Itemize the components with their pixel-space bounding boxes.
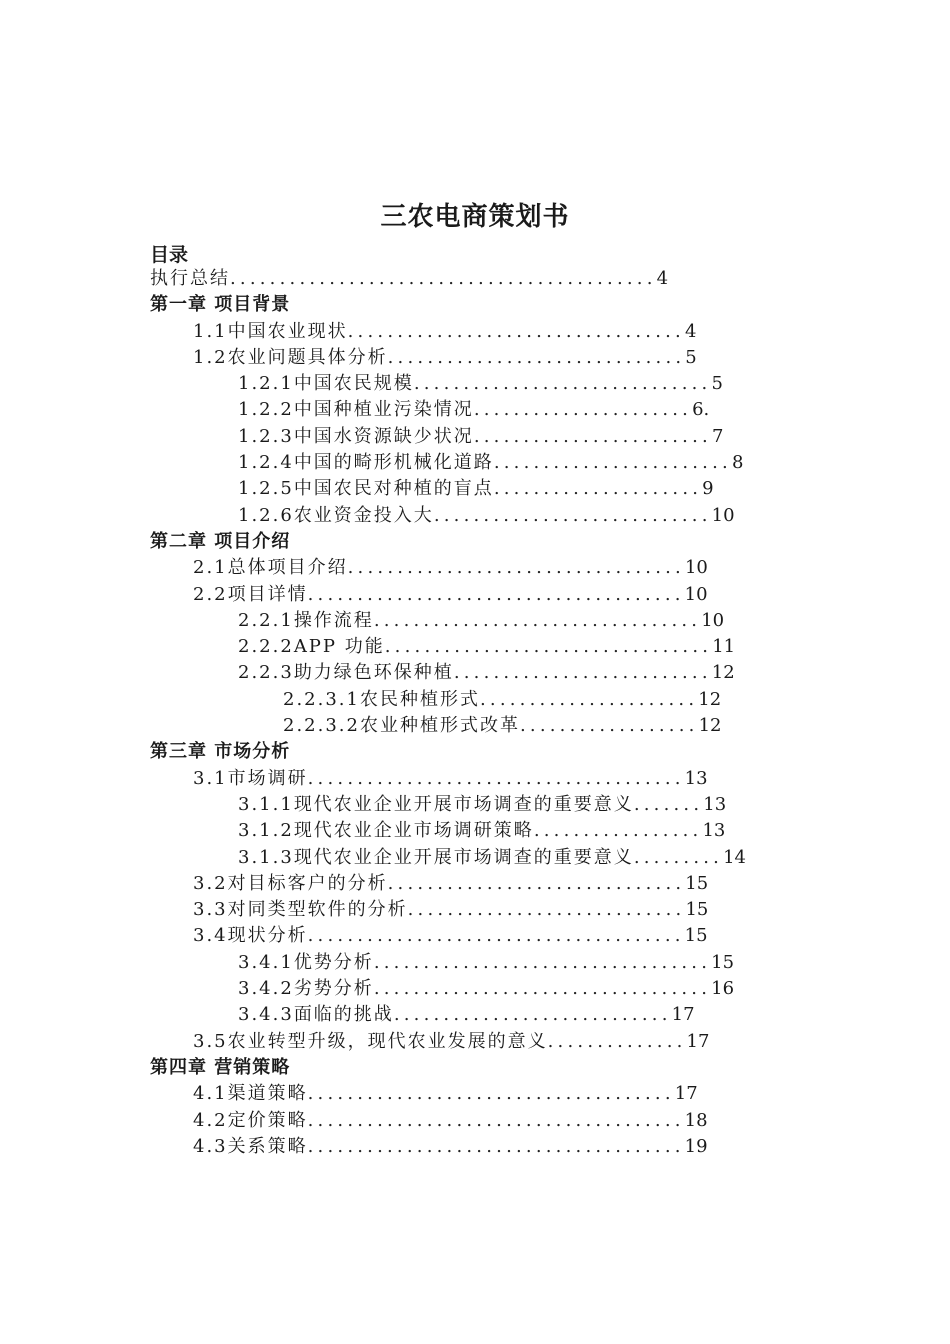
toc-entry-page: 9 [702,478,714,500]
toc-entry-page: 15 [685,899,709,921]
toc-entry-page: 11 [712,636,736,658]
toc-entry-page: 10 [684,583,708,605]
toc-entry[interactable] [0,660,950,686]
toc-entry-page: 10 [711,504,735,526]
toc-entry-label: 执行总结 [150,268,230,289]
toc-entry-number: 3.4.1 [238,951,294,973]
toc-entry[interactable] [0,634,950,660]
toc-entry-number: 3.1.2 [238,820,294,842]
toc-entry-label: 现代农业企业开展市场调查的重要意义 [293,846,634,868]
toc-entry-page: 18 [684,1109,708,1131]
toc-entry[interactable] [0,319,950,345]
toc-entry[interactable] [0,871,950,897]
toc-entry-number: 3.2 [193,872,228,894]
toc-entry-leader: ...................................... [307,1135,685,1157]
toc-entry-label: 关系策略 [227,1135,308,1157]
toc-entry[interactable] [0,555,950,581]
toc-entry-page: 4 [656,268,669,289]
toc-entry-number: 4.1 [193,1083,228,1105]
toc-entry-label: 中国农民规模 [293,373,414,395]
toc-entry-page: 13 [703,793,727,815]
toc-entry-number: 2.2 [193,583,228,605]
toc-entry-number: 2.2.3.2 [283,715,360,737]
toc-entry-number: 3.5 [193,1030,228,1052]
toc-entry-label: 农业种植形式改革 [359,715,520,737]
toc-entry[interactable] [0,345,950,371]
toc-entry[interactable] [0,845,950,871]
toc-entry-page: 16 [711,978,735,1000]
toc-entry-leader: .................................. [347,320,685,342]
toc-entry[interactable] [0,1134,950,1160]
toc-entry-label: 面临的挑战 [293,1004,394,1026]
toc-entry[interactable] [0,476,950,502]
toc-entry-leader: .................................. [347,557,685,579]
toc-entry-leader: .................. [519,715,699,737]
toc-entry-leader: ...................... [473,399,693,421]
toc-entry[interactable] [0,897,950,923]
toc-entry-leader: ............................ [393,1004,672,1026]
toc-entry[interactable] [0,976,950,1002]
toc-entry-label: 中国的畸形机械化道路 [293,452,494,474]
toc-entry-label: 渠道策略 [227,1083,308,1105]
toc-entry-page: 15 [711,951,735,973]
toc-entry-label: 项目详情 [227,583,308,605]
toc-entry-number: 1.1 [193,320,228,342]
toc-entry-number: 4.2 [193,1109,228,1131]
toc-entry-leader: ........................................... [230,268,657,289]
toc-entry-page: 17 [686,1030,710,1052]
toc-entry-page: 17 [674,1083,698,1105]
toc-entry-page: 13 [702,820,726,842]
toc-entry-label: 劣势分析 [293,978,374,1000]
toc-entry-leader: ...................................... [307,583,685,605]
toc-entry-number: 1.2 [193,346,228,368]
toc-entry-page: 17 [671,1004,695,1026]
toc-entry[interactable] [0,608,950,634]
toc-entry-label: 中国水资源缺少状况 [293,425,474,447]
toc-entry-leader: .................................. [373,978,712,1000]
toc-entry-leader: ................................. [373,609,702,631]
toc-entry-label: 现代农业企业开展市场调查的重要意义 [293,793,634,815]
toc-entry-label: 操作流程 [293,609,374,631]
toc-entry[interactable] [0,503,950,529]
toc-entry-number: 2.1 [193,557,228,579]
toc-entry-number: 1.2.5 [238,478,294,500]
toc-entry[interactable] [0,792,950,818]
toc-chapter-heading[interactable]: 第四章 营销策略 [150,1056,291,1078]
toc-entry-leader: ............................ [407,899,686,921]
toc-entry-page: 15 [684,925,708,947]
toc-entry-label: 对目标客户的分析 [227,872,388,894]
toc-entry-label: 现代农业企业市场调研策略 [293,820,534,842]
toc-entry-leader: .............................. [387,346,686,368]
toc-chapter-heading[interactable]: 第三章 市场分析 [150,741,291,763]
document-title: 三农电商策划书 [380,202,570,232]
toc-entry[interactable] [0,687,950,713]
toc-entry-label: 农民种植形式 [359,688,480,710]
toc-entry-leader: ...................................... [307,767,685,789]
toc-entry-leader: ................................. [384,636,713,658]
toc-entry-label: 农业资金投入大 [293,504,434,526]
toc-entry-page: 5 [685,346,697,368]
table-of-contents [0,266,950,1160]
toc-entry-label: 定价策略 [227,1109,308,1131]
toc-entry-leader: .................................. [373,951,712,973]
toc-entry-leader: ................. [533,820,703,842]
toc-entry-number: 2.2.3 [238,662,294,684]
toc-entry[interactable] [0,923,950,949]
toc-entry-leader: ..................................... [307,1083,675,1105]
toc-entry-number: 1.2.2 [238,399,294,421]
toc-entry-number: 3.4.2 [238,978,294,1000]
toc-entry-number: 3.1 [193,767,228,789]
toc-entry-page: 12 [711,662,735,684]
toc-entry-leader: .............. [547,1030,687,1052]
toc-entry-page: 13 [684,767,708,789]
toc-entry[interactable] [0,1029,950,1055]
toc-entry-page: 6. [692,399,710,421]
toc-entry[interactable] [0,713,950,739]
toc-entry[interactable] [0,424,950,450]
toc-entry-number: 3.1.1 [238,793,294,815]
toc-chapter-heading[interactable]: 第二章 项目介绍 [150,530,291,552]
toc-entry-number: 1.2.1 [238,373,294,395]
toc-entry[interactable] [0,371,950,397]
toc-entry-label: 总体项目介绍 [227,557,348,579]
toc-entry[interactable] [0,582,950,608]
toc-chapter-heading[interactable]: 第一章 项目背景 [150,294,291,316]
toc-entry-page: 8 [731,452,744,474]
toc-entry[interactable] [0,1108,950,1134]
toc-entry-label: 中国农民对种植的盲点 [293,478,494,500]
toc-entry-label: 助力绿色环保种植 [293,662,454,684]
toc-entry-number: 1.2.4 [238,452,294,474]
toc-entry-number: 1.2.6 [238,504,294,526]
toc-entry-number: 2.2.1 [238,609,294,631]
toc-entry-number: 4.3 [193,1135,228,1157]
toc-entry-page: 4 [684,320,697,342]
toc-entry-label: 现状分析 [227,925,308,947]
toc-entry-page: 5 [711,373,723,395]
toc-entry-label: 中国种植业污染情况 [293,399,474,421]
toc-entry[interactable] [0,266,950,292]
toc-entry-page: 15 [685,872,709,894]
toc-entry-page: 10 [684,557,708,579]
toc-entry-leader: ...................... [479,688,699,710]
toc-entry-number: 1.2.3 [238,425,294,447]
toc-entry-label: 市场调研 [227,767,308,789]
toc-entry-leader: ........................ [493,452,732,474]
toc-entry[interactable] [0,950,950,976]
toc-entry-number: 3.1.3 [238,846,294,868]
toc-entry-page: 12 [698,688,722,710]
toc-entry-leader: ...................................... [307,1109,685,1131]
toc-entry[interactable] [0,766,950,792]
toc-entry-page: 7 [711,425,724,447]
toc-entry[interactable] [0,397,950,423]
toc-entry-page: 14 [723,846,747,868]
toc-entry-leader: ......... [633,846,724,868]
toc-entry-leader: ....... [633,793,704,815]
toc-entry-number: 3.3 [193,899,228,921]
toc-entry-number: 2.2.2 [238,636,294,658]
toc-entry[interactable] [0,1081,950,1107]
toc-entry-leader: ..................... [493,478,703,500]
toc-entry-leader: ............................ [433,504,712,526]
toc-entry-number: 3.4.3 [238,1004,294,1026]
toc-entry-leader: .............................. [387,872,686,894]
toc-entry-label: 中国农业现状 [227,320,348,342]
toc-entry-label: APP 功能 [293,636,385,658]
toc-entry-page: 10 [701,609,725,631]
toc-entry-label: 优势分析 [293,951,374,973]
toc-entry-leader: .............................. [413,373,712,395]
toc-entry[interactable] [0,818,950,844]
toc-entry[interactable] [0,450,950,476]
toc-entry-label: 对同类型软件的分析 [227,899,408,921]
toc-entry-page: 19 [684,1135,708,1157]
toc-heading: 目录 [150,244,189,266]
toc-entry-page: 12 [698,715,722,737]
toc-entry-leader: ...................................... [307,925,685,947]
toc-entry-leader: .......................... [453,662,712,684]
toc-entry[interactable] [0,1002,950,1028]
toc-entry-leader: ........................ [473,425,712,447]
toc-entry-label: 农业问题具体分析 [227,346,388,368]
toc-entry-number: 2.2.3.1 [283,688,360,710]
toc-entry-label: 农业转型升级，现代农业发展的意义 [227,1030,548,1052]
toc-entry-number: 3.4 [193,925,228,947]
